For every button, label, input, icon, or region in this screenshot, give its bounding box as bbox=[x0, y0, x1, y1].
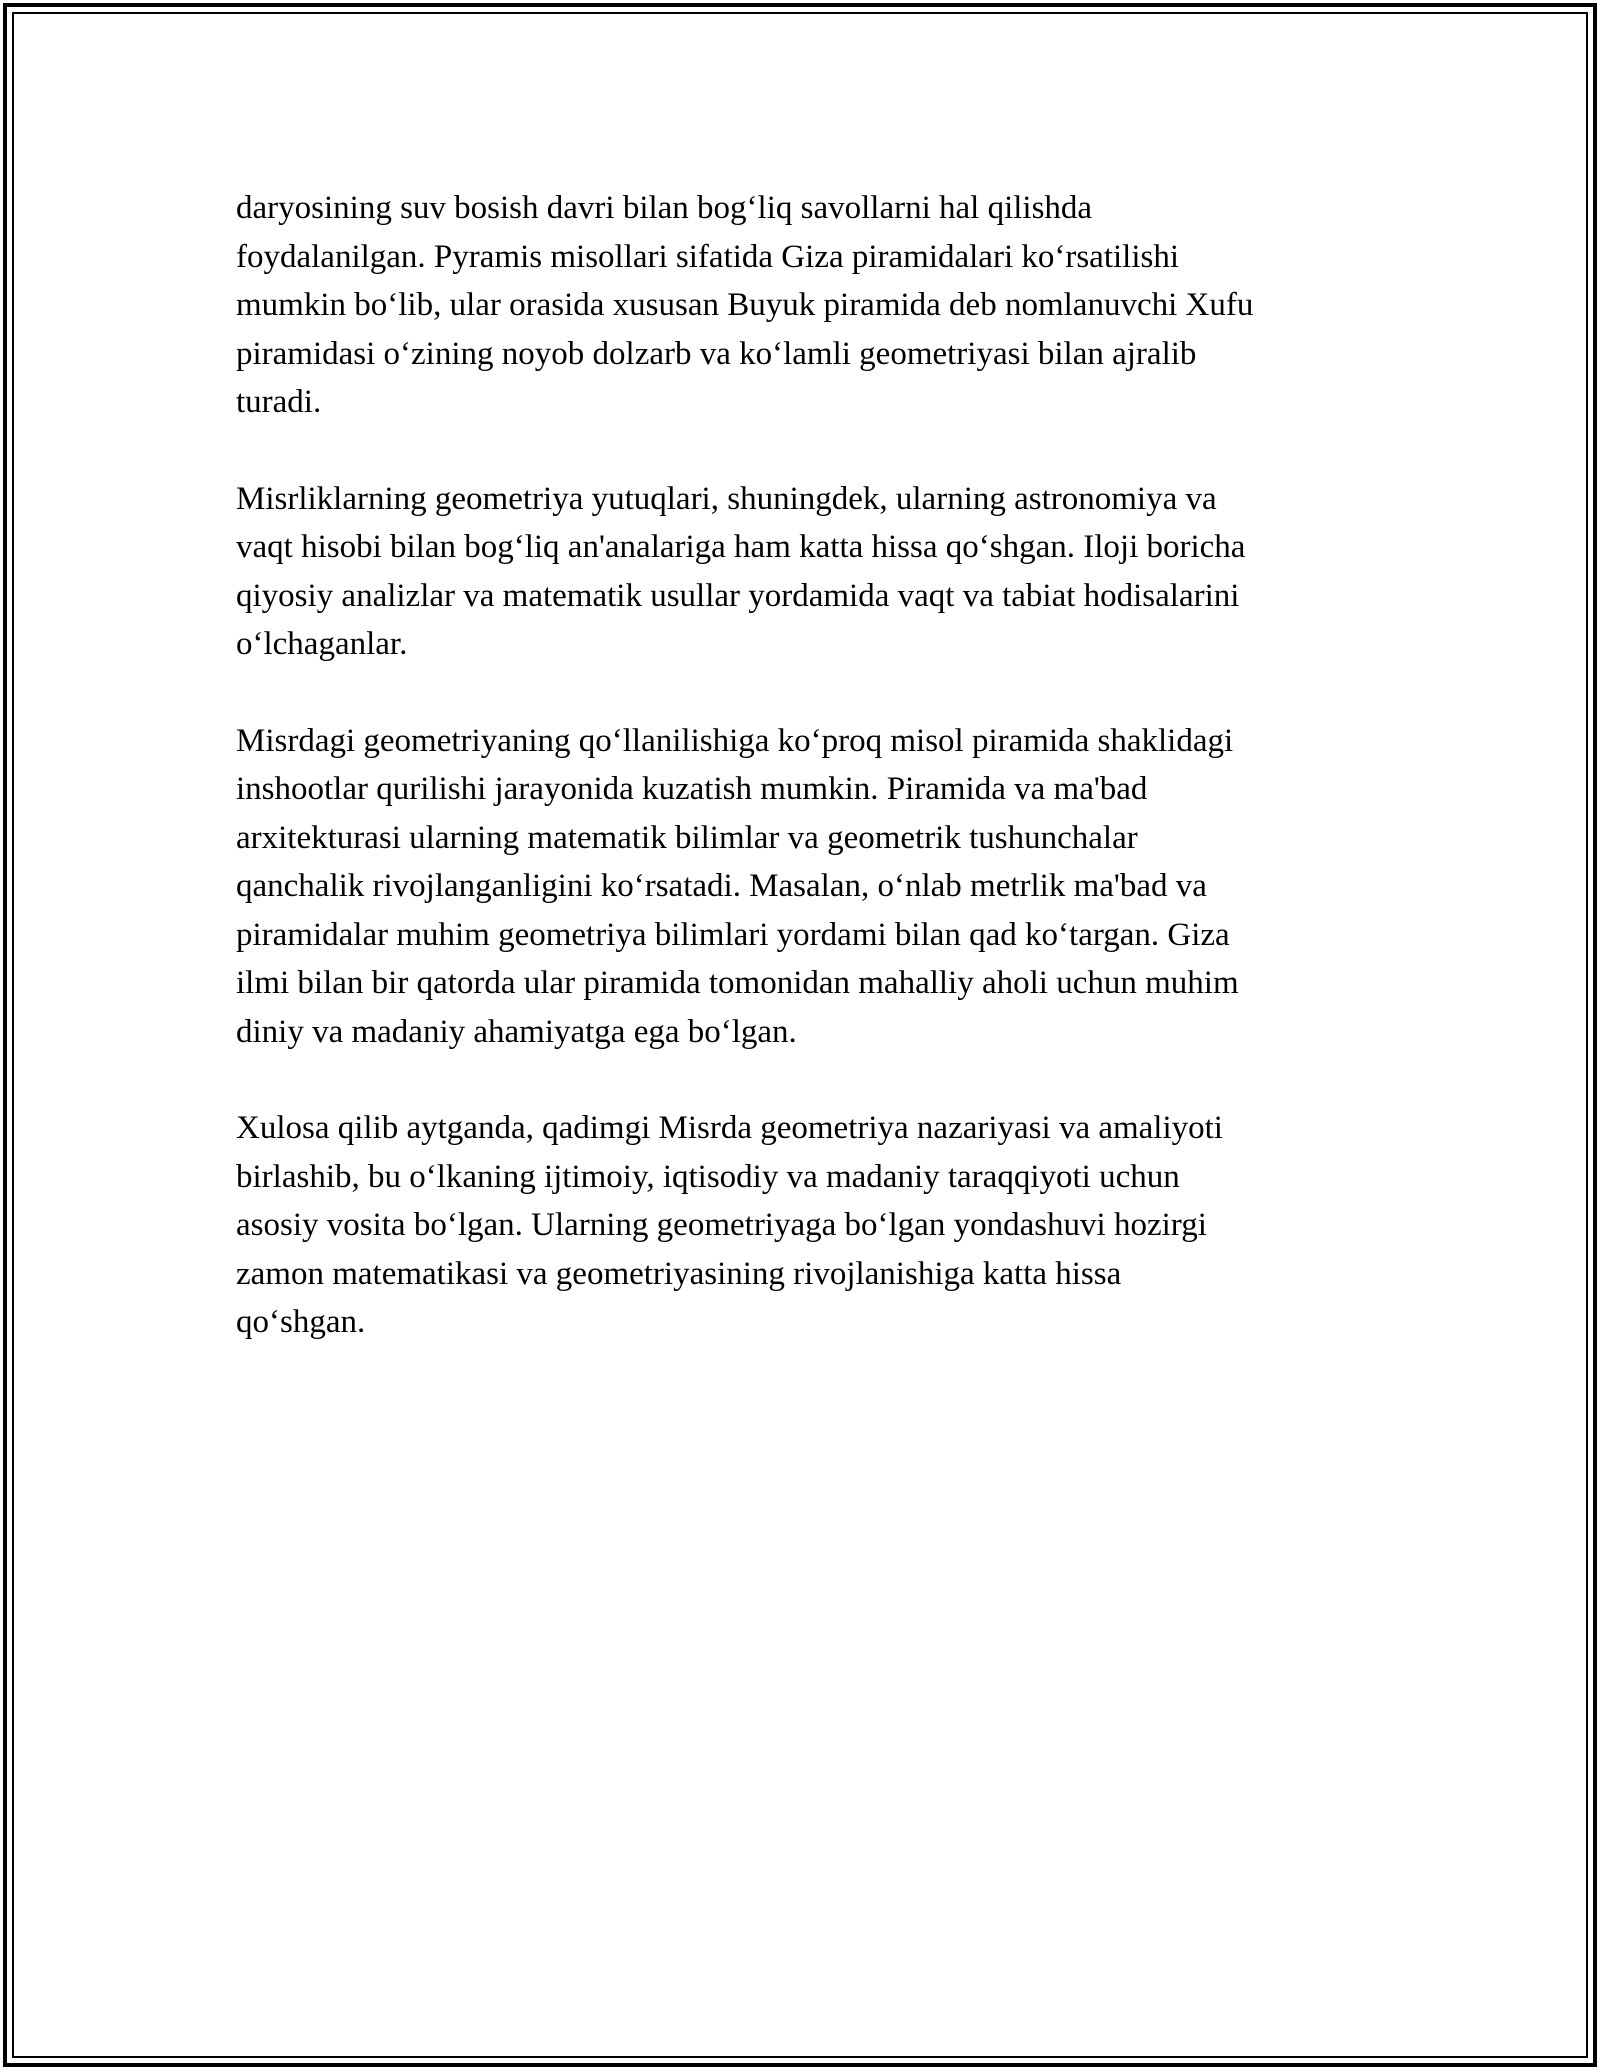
text-line: qanchalik rivojlanganligini ko‘rsatadi. Masalan, o‘nlab metrlik ma'bad va bbox=[236, 868, 1207, 904]
text-line: zamon matematikasi va geometriyasining rivojlanishiga katta hissa bbox=[236, 1255, 1122, 1292]
paragraph-2 bbox=[236, 475, 1386, 669]
text-line: asosiy vosita bo‘lgan. Ularning geometriyaga bo‘lgan yondashuvi hozirgi bbox=[236, 1207, 1207, 1243]
text-line: inshootlar qurilishi jarayonida kuzatish mumkin. Piramida va ma'bad bbox=[236, 771, 1148, 807]
paragraph-3 bbox=[236, 717, 1386, 1057]
text-line: foydalanilgan. Pyramis misollari sifatida Giza piramidalari ko‘rsatilishi bbox=[236, 238, 1180, 275]
text-line: piramidasi o‘zining noyob dolzarb va ko‘lamli geometriyasi bilan ajralib bbox=[236, 335, 1197, 372]
text-line: arxitekturasi ularning matematik bilimlar va geometrik tushunchalar bbox=[236, 819, 1138, 856]
paragraph-4 bbox=[236, 1104, 1386, 1347]
text-line: diniy va madaniy ahamiyatga ega bo‘lgan. bbox=[236, 1013, 797, 1050]
text-line: turadi. bbox=[236, 384, 322, 420]
text-line: ilmi bilan bir qatorda ular piramida tomonidan mahalliy aholi uchun muhim bbox=[236, 965, 1239, 1001]
paragraph-1 bbox=[236, 184, 1386, 427]
document-body bbox=[236, 184, 1386, 1395]
text-line: o‘lchaganlar. bbox=[236, 626, 408, 662]
text-line: vaqt hisobi bilan bog‘liq an'analariga ham katta hissa qo‘shgan. Iloji boricha bbox=[236, 529, 1246, 565]
text-line: daryosining suv bosish davri bilan bog‘liq savollarni hal qilishda bbox=[236, 190, 1093, 226]
text-line: qiyosiy analizlar va matematik usullar yordamida vaqt va tabiat hodisalarini bbox=[236, 577, 1240, 614]
text-line: birlashib, bu o‘lkaning ijtimoiy, iqtisodiy va madaniy taraqqiyoti uchun bbox=[236, 1158, 1180, 1195]
text-line: Misrliklarning geometriya yutuqlari, shuningdek, ularning astronomiya va bbox=[236, 480, 1217, 517]
text-line: mumkin bo‘lib, ular orasida xususan Buyuk piramida deb nomlanuvchi Xufu bbox=[236, 287, 1254, 323]
text-line: Xulosa qilib aytganda, qadimgi Misrda geometriya nazariyasi va amaliyoti bbox=[236, 1110, 1223, 1146]
text-line: piramidalar muhim geometriya bilimlari yordami bilan qad ko‘targan. Giza bbox=[236, 916, 1230, 953]
text-line: Misrdagi geometriyaning qo‘llanilishiga ko‘proq misol piramida shaklidagi bbox=[236, 722, 1234, 759]
text-line: qo‘shgan. bbox=[236, 1304, 366, 1340]
